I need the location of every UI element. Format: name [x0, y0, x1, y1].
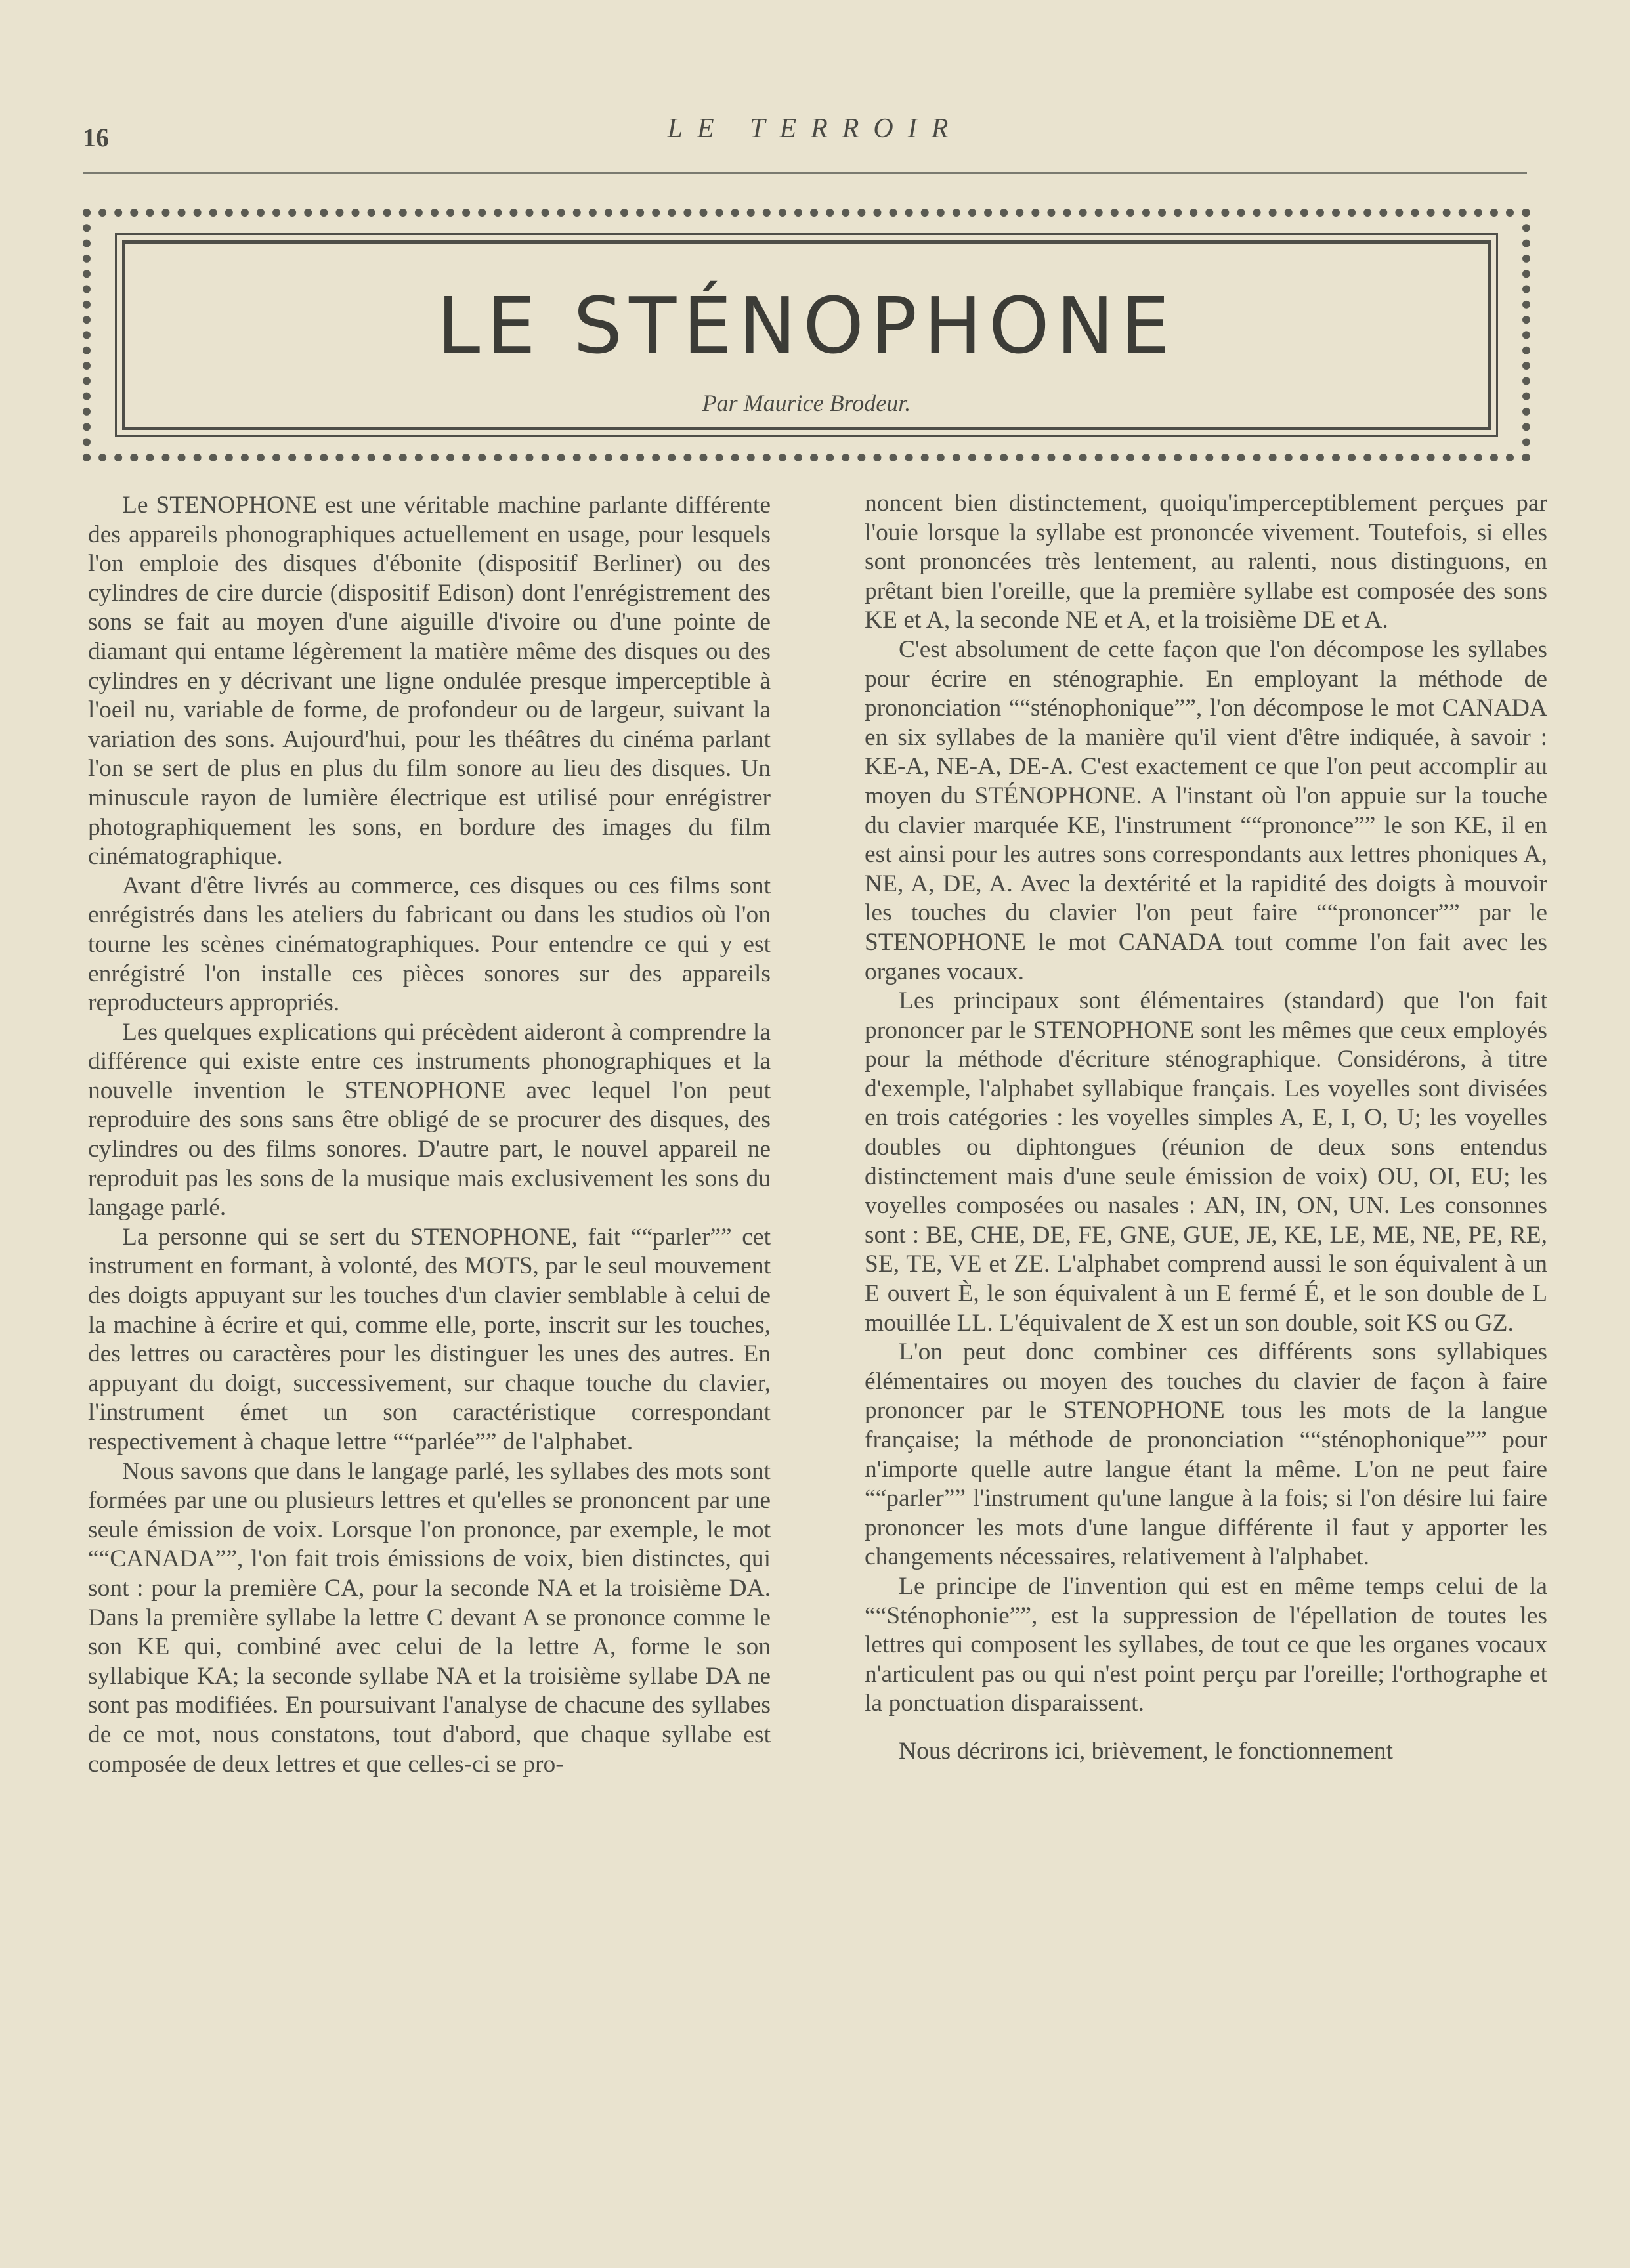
- paragraph: La personne qui se sert du STENOPHONE, fait ““parler”” cet instrument en formant, à volonté, des MOTS, par le seul mouvement des doigts appuyant sur les touches d'un clavier semblable à celui de la machine à écrire et qui, comme elle, porte, inscrit sur les touches, des lettres ou caractères pour les distinguer les unes des autres. En appuyant du doigt, successivement, sur chaque touche du clavier, l'instrument émet un son caractéristique correspondant respectivement à chaque lettre ““parlée”” de l'alphabet.: [88, 1223, 771, 1455]
- paragraph: Les quelques explications qui précèdent aideront à comprendre la différence qui existe entre ces instruments phonographiques et la nouvelle invention le STENOPHONE avec lequel l'on peut reproduire des sons sans être obligé de se procurer des disques, des cylindres ou des films sonores. D'autre part, le nouvel appareil ne reproduit pas les sons de la musique mais exclusivement les sons du langage parlé.: [88, 1018, 771, 1222]
- header-rule: [83, 172, 1527, 174]
- paragraph: Avant d'être livrés au commerce, ces disques ou ces films sont enrégistrés dans les ateliers du fabricant ou dans les studios où l'on tourne les scènes cinématographiques. Pour entendre ce qui y est enrégistré l'on installe ces pièces sonores sur des appareils reproducteurs appropriés.: [88, 872, 771, 1017]
- title-frame: [83, 209, 1530, 461]
- running-title: LE TERROIR: [667, 114, 963, 144]
- paragraph: Nous décrirons ici, brièvement, le fonctionnement: [899, 1737, 1393, 1765]
- left-column: [88, 491, 771, 1779]
- right-column: [865, 489, 1547, 1766]
- title-inner-border: [122, 240, 1491, 430]
- paragraph: Le principe de l'invention qui est en même temps celui de la ““Sténophonie””, est la suppression de l'épellation de toutes les lettres qui composent les syllabes, de tout ce que les organes vocaux n'articulent pas ou qui n'est point perçu par l'oreille; l'orthographe et la ponctuation disparaissent.: [865, 1572, 1547, 1717]
- page-number: 16: [83, 123, 109, 152]
- paragraph: Les principaux sont élémentaires (standard) que l'on fait prononcer par le STENOPHONE sont les mêmes que ceux employés pour la méthode d'écriture sténographique. Considérons, à titre d'exemple, l'alphabet syllabique français. Les voyelles sont divisées en trois catégories : les voyelles simples A, E, I, O, U; les voyelles doubles ou diphtongues (réunion de deux sons entendus distinctement mais d'une seule émission de voix) OU, OI, EU; les voyelles composées ou nasales : AN, IN, ON, UN. Les consonnes sont : BE, CHE, DE, FE, GNE, GUE, JE, KE, LE, ME, NE, PE, RE, SE, TE, VE et ZE. L'alphabet comprend aussi le son équivalent à un E ouvert È, le son équivalent à un E fermé É, et le son double de L mouillée LL. L'équivalent de X est un son double, soit KS ou GZ.: [865, 987, 1547, 1337]
- paragraph: noncent bien distinctement, quoiqu'imperceptiblement perçues par l'ouie lorsque la syllabe est prononcée vivement. Toutefois, si elles sont prononcées très lentement, au ralenti, nous distinguons, en prêtant bien l'oreille, que la première syllabe est composée des sons KE et A, la seconde NE et A, et la troisième DE et A.: [865, 490, 1547, 634]
- article-title: LE STÉNOPHONE: [437, 280, 1176, 371]
- paragraph: Nous savons que dans le langage parlé, les syllabes des mots sont formées par une ou plusieurs lettres et qu'elles se prononcent par une seule émission de voix. Lorsque l'on prononce, par exemple, le mot ““CANADA””, l'on fait trois émissions de voix, bien distinctes, qui sont : pour la première CA, pour la seconde NA et la troisième DA. Dans la première syllabe la lettre C devant A se prononce comme le son KE qui, combiné avec celui de la lettre A, forme le son syllabique KA; la seconde syllabe NA et la troisième syllabe DA ne sont pas modifiées. En poursuivant l'analyse de chacune des syllabes de ce mot, nous constatons, tout d'abord, que chaque syllabe est composée de deux lettres et que celles-ci se pro-: [88, 1457, 771, 1778]
- paragraph: C'est absolument de cette façon que l'on décompose les syllabes pour écrire en sténographie. En employant la méthode de prononciation ““sténophonique””, l'on décompose le mot CANADA en six syllabes de la manière qu'il vient d'être indiquée, à savoir : KE-A, NE-A, DE-A. C'est exactement ce que l'on peut accomplir au moyen du STÉNOPHONE. A l'instant où l'on appuie sur la touche du clavier marquée KE, l'instrument ““prononce”” le son KE, il en est ainsi pour les autres sons correspondants aux lettres phoniques A, NE, A, DE, A. Avec la dextérité et la rapidité des doigts à mouvoir les touches du clavier l'on peut faire ““prononcer”” par le STENOPHONE le mot CANADA tout comme l'on fait avec les organes vocaux.: [865, 635, 1547, 985]
- paragraph: L'on peut donc combiner ces différents sons syllabiques élémentaires ou moyen des touches du clavier de façon à faire prononcer par le STENOPHONE tous les mots de la langue française; la méthode de prononciation ““sténophonique”” pour n'importe quelle autre langue étant la même. L'on ne peut faire ““parler”” l'instrument qu'une langue à la fois; si l'on désire lui faire prononcer les mots d'une langue différente il faut y apporter les changements nécessaires, relativement à l'alphabet.: [865, 1338, 1547, 1571]
- paragraph: Le STENOPHONE est une véritable machine parlante différente des appareils phonographiques actuellement en usage, pour lesquels l'on emploie des disques d'ébonite (dispositif Berliner) ou des cylindres de cire durcie (dispositif Edison) dont l'enrégistrement des sons se fait au moyen d'une aiguille d'ivoire ou d'une pointe de diamant qui entame légèrement la matière même des disques ou des cylindres en y décrivant une ligne ondulée presque imperceptible à l'oeil nu, variable de forme, de profondeur ou de largeur, suivant la variation des sons. Aujourd'hui, pour les théâtres du cinéma parlant l'on se sert de plus en plus du film sonore au lieu des disques. Un minuscule rayon de lumière électrique est utilisé pour enrégistrer photographiquement les sons, en bordure des images du film cinématographique.: [88, 492, 771, 870]
- article-byline: Par Maurice Brodeur.: [702, 390, 911, 416]
